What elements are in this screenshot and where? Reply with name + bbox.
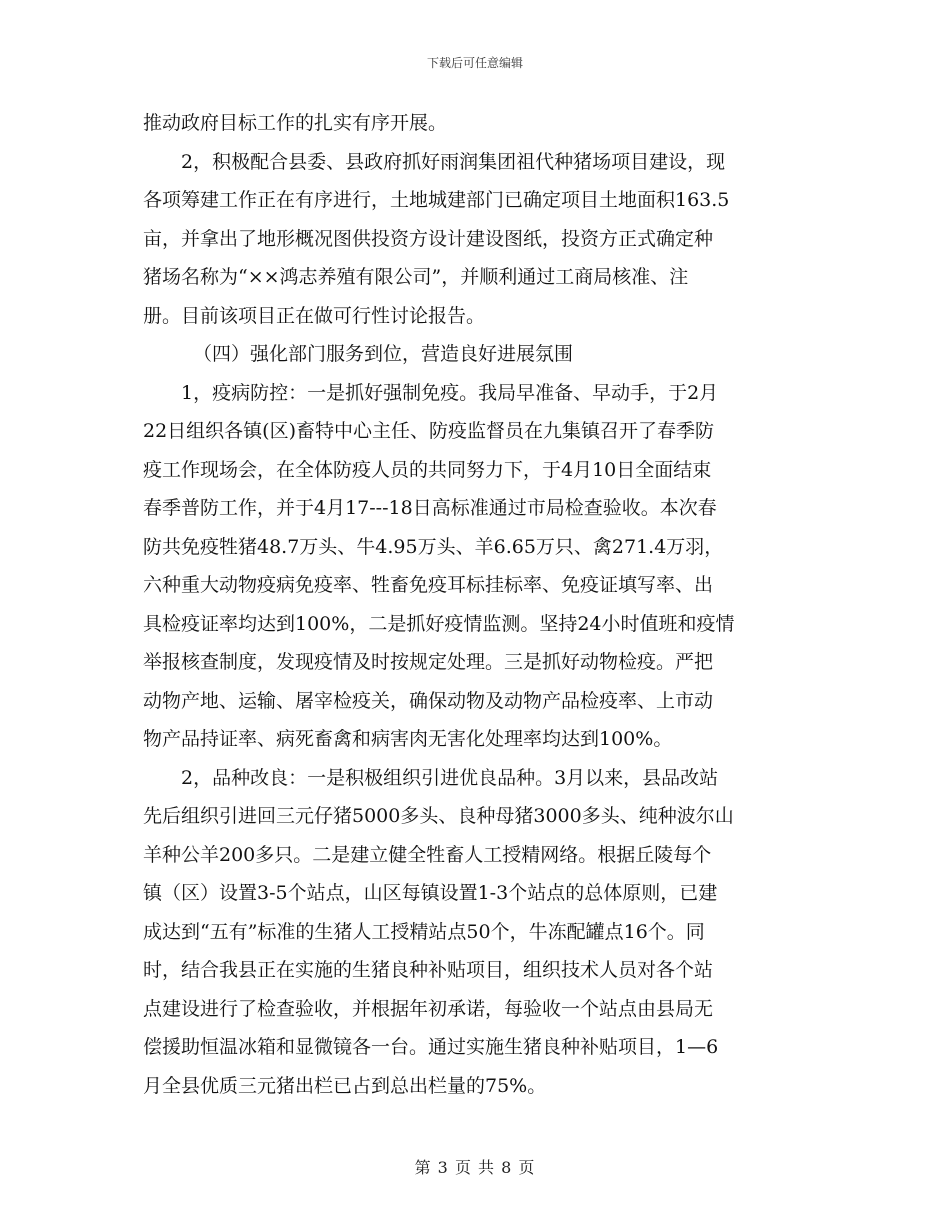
paragraph-line: 物产品持证率、病死畜禽和病害肉无害化处理率均达到100%。 <box>143 728 673 750</box>
paragraph-line: 镇（区）设置3-5个站点，山区每镇设置1-3个站点的总体原则，已建 <box>143 882 718 904</box>
page-number: 第 3 页 共 8 页 <box>414 1158 536 1177</box>
paragraph-line: 疫工作现场会，在全体防疫人员的共同努力下，于4月10日全面结束 <box>143 458 712 481</box>
paragraph-line: 春季普防工作，并于4月17---18日高标准通过市局检查验收。本次春 <box>143 497 717 519</box>
section-heading: （四）强化部门服务到位，营造良好进展氛围 <box>193 343 574 365</box>
document-body <box>143 104 811 1105</box>
paragraph-line: 22日组织各镇(区)畜特中心主任、防疫监督员在九集镇召开了春季防 <box>143 420 715 442</box>
page-header: 下载后可任意编辑 <box>426 56 523 70</box>
paragraph-line: 举报核查制度，发现疫情及时按规定处理。三是抓好动物检疫。严把 <box>143 651 714 673</box>
paragraph-line: 先后组织引进回三元仔猪5000多头、良种母猪3000多头、纯种波尔山 <box>143 805 734 827</box>
paragraph-line: 册。目前该项目正在做可行性讨论报告。 <box>143 304 486 327</box>
paragraph-line: 2，积极配合县委、县政府抓好雨润集团祖代种猪场项目建设，现 <box>181 150 726 173</box>
paragraph-line: 1，疫病防控：一是抓好强制免疫。我局早准备、早动手，于2月 <box>181 381 719 404</box>
paragraph-line: 时，结合我县正在实施的生猪良种补贴项目，组织技术人员对各个站 <box>143 959 714 981</box>
paragraph-line: 各项筹建工作正在有序进行，土地城建部门已确定项目土地面积163.5 <box>143 189 730 211</box>
paragraph-line: 点建设进行了检查验收，并根据年初承诺，每验收一个站点由县局无 <box>143 997 714 1020</box>
paragraph-line: 亩，并拿出了地形概况图供投资方设计建设图纸，投资方正式确定种 <box>143 227 714 250</box>
paragraph-line: 猪场名称为“××鸿志养殖有限公司”，并顺利通过工商局核准、注 <box>143 266 689 288</box>
paragraph-line: 月全县优质三元猪出栏已占到总出栏量的75%。 <box>143 1074 547 1097</box>
paragraph-line: 具检疫证率均达到100%，二是抓好疫情监测。坚持24小时值班和疫情 <box>143 612 735 635</box>
paragraph-line: 推动政府目标工作的扎实有序开展。 <box>143 112 448 134</box>
paragraph-line: 羊种公羊200多只。二是建立健全牲畜人工授精网络。根据丘陵每个 <box>143 843 712 866</box>
paragraph-line: 动物产地、运输、屠宰检疫关，确保动物及动物产品检疫率、上市动 <box>143 689 714 712</box>
paragraph-line: 2，品种改良：一是积极组织引进优良品种。3月以来，县品改站 <box>181 766 719 789</box>
paragraph-line: 成达到“五有”标准的生猪人工授精站点50个，牛冻配罐点16个。同 <box>143 920 705 943</box>
paragraph-line: 六种重大动物疫病免疫率、牲畜免疫耳标挂标率、免疫证填写率、出 <box>143 574 714 596</box>
paragraph-line: 防共免疫牲猪48.7万头、牛4.95万头、羊6.65万只、禽271.4万羽， <box>143 535 724 558</box>
paragraph-line: 偿援助恒温冰箱和显微镜各一台。通过实施生猪良种补贴项目，1—6 <box>143 1036 719 1058</box>
